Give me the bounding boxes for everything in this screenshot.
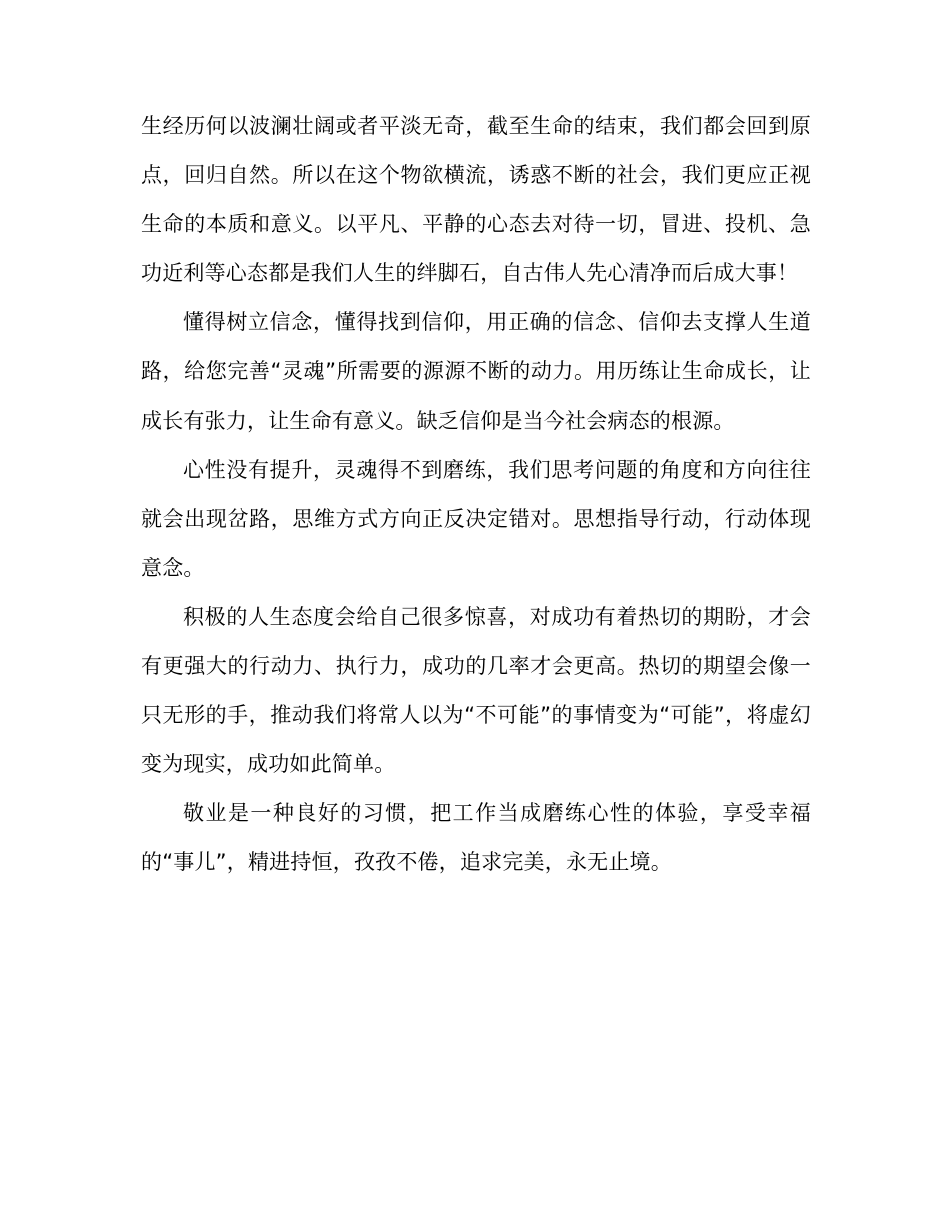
paragraph-2: 懂得树立信念，懂得找到信仰，用正确的信念、信仰去支撑人生道路，给您完善“灵魂”所需要的源源不断的动力。用历练让生命成长，让成长有张力，让生命有意义。缺乏信仰是当今社会病态的根源。 (141, 310, 811, 433)
paragraph-3: 心性没有提升，灵魂得不到磨练，我们思考问题的角度和方向往往就会出现岔路，思维方式方向正反决定错对。思想指导行动，行动体现意念。 (141, 457, 811, 580)
paragraph-4: 积极的人生态度会给自己很多惊喜，对成功有着热切的期盼，才会有更强大的行动力、执行力，成功的几率才会更高。热切的期望会像一只无形的手，推动我们将常人以为“不可能”的事情变为“可能”，将虚幻变为现实，成功如此简单。 (141, 604, 811, 777)
paragraph-5: 敬业是一种良好的习惯，把工作当成磨练心性的体验，享受幸福的“事儿”，精进持恒，孜孜不倦，追求完美，永无止境。 (141, 801, 811, 875)
document-body (141, 102, 811, 888)
paragraph-1: 生经历何以波澜壮阔或者平淡无奇，截至生命的结束，我们都会回到原点，回归自然。所以在这个物欲横流，诱惑不断的社会，我们更应正视生命的本质和意义。以平凡、平静的心态去对待一切，冒进、投机、急功近利等心态都是我们人生的绊脚石，自古伟人先心清净而后成大事！ (141, 114, 811, 286)
